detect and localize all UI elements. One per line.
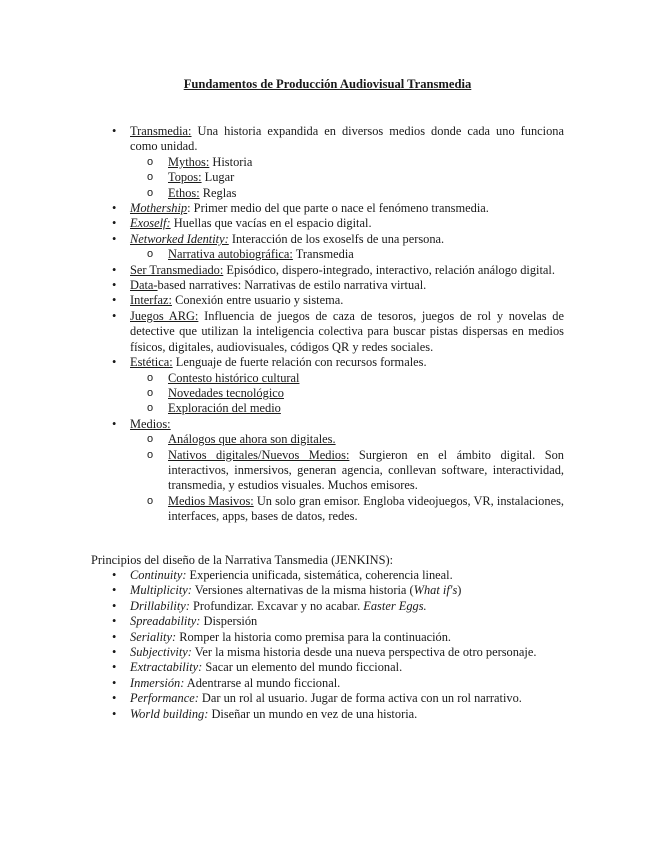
term: Ethos: [168,185,200,200]
term: Medios Masivos: [168,493,254,508]
sub-list [130,371,564,417]
definition: Huellas que vacías en el espacio digital. [170,216,372,231]
definition: Una historia expandida en diversos medios donde cada uno funciona como unidad. [130,124,564,154]
list-item [130,278,564,293]
sub-list [130,247,564,262]
term: Networked Identity: [130,231,229,246]
definition: based narratives: Narrativas de estilo narrativa virtual. [157,278,427,293]
list-item [130,676,564,691]
list-item [130,614,564,629]
definition: Experiencia unificada, sistemática, coherencia lineal. [186,568,453,582]
definition: Historia [209,154,253,169]
definition: Interacción de los exoselfs de una persona. [228,231,445,246]
term: Multiplicity: [130,583,192,598]
definition: Dar un rol al usuario. Jugar de forma activa con un rol narrativo. [198,691,522,706]
term: Estética: [130,355,173,370]
definition: Adentrarse al mundo ficcional. [184,675,341,690]
list-item [130,645,564,660]
definition: Dispersión [200,614,258,629]
term: Continuity: [130,568,187,582]
term: Topos: [168,170,202,185]
definition: Ver la misma historia desde una nueva perspectiva de otro personaje. [191,645,537,660]
sub-list-item [168,170,564,185]
list-item [130,583,564,598]
term: Medios: [130,416,171,431]
definition: Sacar un elemento del mundo ficcional. [202,660,403,675]
sub-list [130,155,564,201]
list-item [130,216,564,231]
list-item [130,599,564,614]
list-item [130,263,564,278]
term: Nativos digitales/Nuevos Medios: [168,447,350,462]
list-item [130,232,564,263]
definition: Influencia de juegos de caza de tesoros, juegos de rol y novelas de detective que utilizan la inteligencia colectiva para buscar pistas dispersas en medios físicos, digitales, audiovisuales, códigos QR y redes sociales. [130,308,564,354]
list-item [130,707,564,722]
sub-list-item [168,386,564,401]
sub-list-item [168,432,564,447]
definition: Lenguaje de fuerte relación con recursos formales. [172,355,427,370]
list-item [130,417,564,525]
term: Novedades tecnológico [168,385,284,400]
list-item [130,660,564,675]
term: Seriality: [130,629,177,644]
list-item [130,568,564,583]
list-item [130,293,564,308]
term: Juegos ARG: [130,308,199,323]
sub-list [130,432,564,524]
definition: Reglas [199,185,237,200]
sub-list-item [168,494,564,525]
list-item [130,691,564,706]
term: Transmedia: [130,124,192,138]
term: Extractability: [130,660,203,675]
term: Narrativa autobiográfica: [168,247,293,262]
list-item [130,124,564,201]
definition: Profundizar. Excavar y no acabar. [189,598,364,613]
list-item [130,309,564,355]
term: Contesto histórico cultural [168,370,300,385]
term: Performance: [130,691,199,706]
sub-list-item [168,186,564,201]
definition: Romper la historia como premisa para la continuación. [176,629,452,644]
list-item [130,201,564,216]
list-item [130,630,564,645]
term: Interfaz: [130,293,172,308]
sub-list-item [168,401,564,416]
term: Exoself: [130,216,171,231]
sub-list-item [168,247,564,262]
term: Subjectivity: [130,645,192,660]
definition-extra: What if's [413,583,458,598]
term: Inmersión: [130,675,185,690]
term: World building: [130,706,209,721]
term: Exploración del medio [168,401,281,416]
concepts-list [130,124,564,525]
document-title: Fundamentos de Producción Audiovisual Transmedia [183,77,472,91]
definition: Un solo gran emisor. Engloba videojuegos, VR, instalaciones, interfaces, apps, bases de datos, redes. [168,493,564,524]
definition-extra: Easter Eggs. [363,598,427,613]
term: Mythos: [168,154,210,169]
definition: Surgieron en el ámbito digital. Son interactivos, inmersivos, generan agencia, conllevan software, interactividad, transmedia, y estudios visuales. Muchos emisores. [168,447,564,493]
principles-list [130,568,564,722]
sub-list-item [168,448,564,494]
term: Spreadability: [130,614,201,629]
definition: Episódico, dispero-integrado, interactivo, relación análogo digital. [223,262,555,277]
list-item [130,355,564,417]
sub-list-item [168,371,564,386]
term: Análogos que ahora son digitales. [168,432,336,447]
principles-heading: Principios del diseño de la Narrativa Tansmedia (JENKINS): [91,553,394,567]
definition: Conexión entre usuario y sistema. [171,293,344,308]
definition: Lugar [201,170,235,185]
term: Data- [130,278,158,293]
definition: Transmedia [292,247,354,262]
definition: : Primer medio del que parte o nace el fenómeno transmedia. [187,201,489,216]
term: Mothership [130,201,188,216]
definition: Diseñar un mundo en vez de una historia. [208,706,418,721]
term: Drillability: [130,598,190,613]
term: Ser Transmediado: [130,262,224,277]
definition-close: ) [457,583,462,598]
definition: Versiones alternativas de la misma historia ( [191,583,414,598]
sub-list-item [168,155,564,170]
